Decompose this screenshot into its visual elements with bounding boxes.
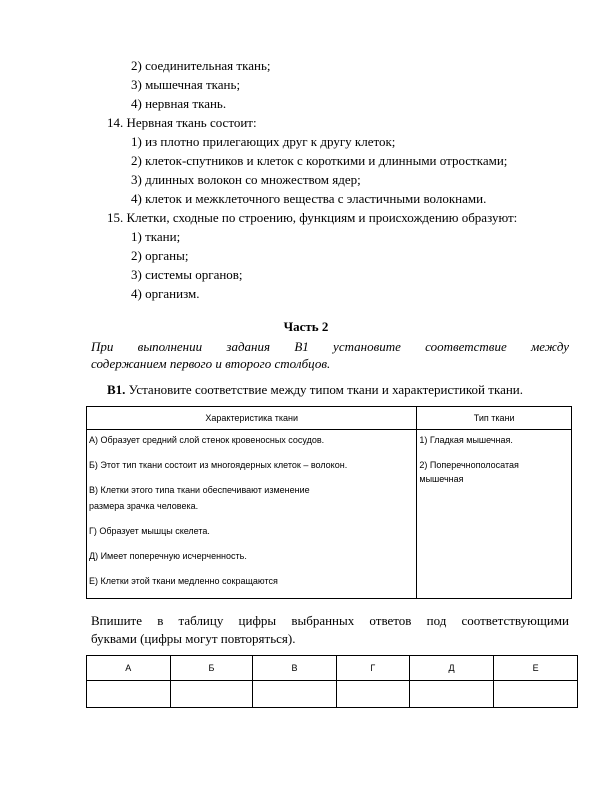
answer-cell-v[interactable] [253, 681, 337, 708]
characteristic-b: Б) Этот тип ткани состоит из многоядерных клеток – волокон. [89, 460, 348, 470]
q14-option-3: 3) длинных волокон со множеством ядер; [131, 172, 361, 187]
part2-title: Часть 2 [283, 319, 329, 334]
q13-option-4: 4) нервная ткань. [131, 96, 227, 111]
type-1: 1) Гладкая мышечная. [419, 435, 513, 445]
q15-option-2: 2) органы; [131, 248, 189, 263]
q14-question: 14. Нервная ткань состоит: [107, 115, 257, 130]
q13-option-2: 2) соединительная ткань; [131, 58, 271, 73]
characteristics-cell [87, 430, 417, 599]
answer-cell-a[interactable] [87, 681, 171, 708]
type-2-line1: 2) Поперечнополосатая [419, 460, 519, 470]
part2-instruction-line2: содержанием первого и второго столбцов. [91, 356, 331, 371]
answer-header-a: А [87, 656, 171, 681]
q15-option-3: 3) системы органов; [131, 267, 243, 282]
answer-instruction-line1: Впишите в таблицу цифры выбранных ответов под соответствующими [91, 613, 569, 628]
q15-question: 15. Клетки, сходные по строению, функциям и происхождению образуют: [107, 210, 518, 225]
q14-option-4: 4) клеток и межклеточного вещества с эластичными волокнами. [131, 191, 487, 206]
answer-header-b: Б [170, 656, 253, 681]
q15-option-4: 4) организм. [131, 286, 200, 301]
answer-header-e: Е [494, 656, 578, 681]
answer-header-v: В [253, 656, 337, 681]
b1-label: В1. [107, 382, 126, 397]
answer-cell-b[interactable] [170, 681, 253, 708]
characteristic-a: А) Образует средний слой стенок кровеносных сосудов. [89, 435, 325, 445]
characteristic-e: Е) Клетки этой ткани медленно сокращаются [89, 576, 278, 586]
answer-table [86, 655, 578, 708]
matching-header-type: Тип ткани [417, 407, 572, 430]
matching-table [86, 406, 572, 599]
answer-header-d: Д [409, 656, 493, 681]
answer-cell-d[interactable] [409, 681, 493, 708]
answer-instruction-line2: буквами (цифры могут повторяться). [91, 631, 296, 646]
part2-instruction-line1: При выполнении задания В1 установите соответствие между [91, 339, 569, 354]
answer-cell-g[interactable] [336, 681, 409, 708]
characteristic-d: Д) Имеет поперечную исчерченность. [89, 551, 247, 561]
q14-option-1: 1) из плотно прилегающих друг к другу клеток; [131, 134, 396, 149]
answer-cell-e[interactable] [494, 681, 578, 708]
characteristic-g: Г) Образует мышцы скелета. [89, 526, 210, 536]
answer-header-g: Г [336, 656, 409, 681]
q14-option-2: 2) клеток-спутников и клеток с короткими и длинными отростками; [131, 153, 508, 168]
b1-text: Установите соответствие между типом ткани и характеристикой ткани. [125, 382, 524, 397]
answer-instruction [91, 612, 569, 648]
matching-header-characteristic: Характеристика ткани [87, 407, 417, 430]
q13-option-3: 3) мышечная ткань; [131, 77, 241, 92]
q15-option-1: 1) ткани; [131, 229, 181, 244]
characteristic-v-line1: В) Клетки этого типа ткани обеспечивают изменение [89, 485, 310, 495]
type-2-line2: мышечная [419, 474, 464, 484]
b1-task [107, 382, 523, 398]
characteristic-v-line2: размера зрачка человека. [89, 501, 199, 511]
types-cell [417, 430, 572, 599]
